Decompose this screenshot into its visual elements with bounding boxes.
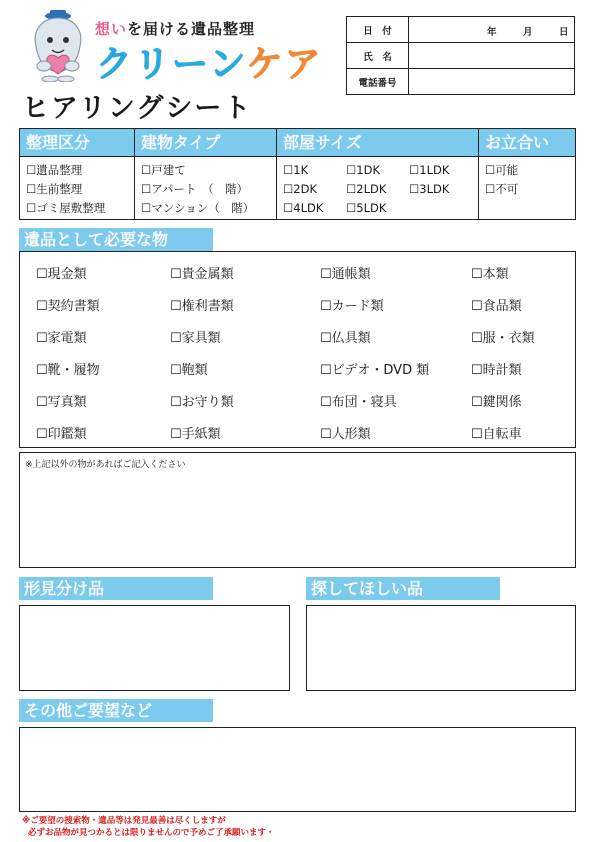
item-checkbox[interactable]: ☐通帳類 xyxy=(320,267,371,282)
other-items-field[interactable] xyxy=(19,452,576,568)
month-label: 月 xyxy=(523,27,533,38)
item-checkbox[interactable]: ☐貴金属類 xyxy=(170,267,234,282)
option-seizen-seiri[interactable]: ☐生前整理 xyxy=(26,182,83,196)
option-possible[interactable]: ☐可能 xyxy=(485,163,519,177)
building-column xyxy=(135,129,277,219)
item-checkbox[interactable]: ☐家具類 xyxy=(170,331,221,346)
item-checkbox[interactable]: ☐お守り類 xyxy=(170,395,234,410)
year-label: 年 xyxy=(487,27,497,38)
disclaimer-line-1: ※ご要望の捜索物・遺品等は発見最善は尽くしますが xyxy=(22,816,226,826)
name-label: 氏 名 xyxy=(347,43,409,68)
item-checkbox[interactable]: ☐服・衣類 xyxy=(471,331,535,346)
info-row-name xyxy=(347,43,574,69)
option-1k[interactable]: ☐1K xyxy=(283,163,309,177)
option-isan-seiri[interactable]: ☐遺品整理 xyxy=(26,163,83,177)
item-checkbox[interactable]: ☐家電類 xyxy=(36,331,87,346)
item-checkbox[interactable]: ☐鞄類 xyxy=(170,363,208,378)
option-not-possible[interactable]: ☐不可 xyxy=(485,182,519,196)
item-checkbox[interactable]: ☐仏具類 xyxy=(320,331,371,346)
item-checkbox[interactable]: ☐印鑑類 xyxy=(36,427,87,442)
option-2ldk[interactable]: ☐2LDK xyxy=(346,182,387,196)
brand-tagline-rest: を届ける遺品整理 xyxy=(127,20,256,38)
info-row-date xyxy=(347,17,574,43)
option-mansion[interactable]: ☐マンション（ 階） xyxy=(141,201,255,215)
option-5ldk[interactable]: ☐5LDK xyxy=(346,201,387,215)
option-gomi-yashiki[interactable]: ☐ゴミ屋敷整理 xyxy=(26,201,106,215)
other-items-note: ※上記以外の物があればご記入ください xyxy=(25,460,186,470)
item-checkbox[interactable]: ☐靴・履物 xyxy=(36,363,100,378)
item-checkbox[interactable]: ☐権利書類 xyxy=(170,299,234,314)
keepsakes-heading: 形見分け品 xyxy=(19,577,213,600)
date-field[interactable] xyxy=(409,17,574,42)
brand-name-part-b: ケア xyxy=(246,44,323,85)
needed-items-box xyxy=(19,251,576,448)
option-apartment[interactable]: ☐アパート （ 階） xyxy=(141,182,249,196)
building-heading: 建物タイプ xyxy=(135,129,276,157)
item-checkbox[interactable]: ☐ビデオ・DVD 類 xyxy=(320,363,430,378)
brand-name-part-a: クリーン xyxy=(96,44,247,85)
needed-items-heading: 遺品として必要な物 xyxy=(19,228,213,251)
search-items-heading: 探してほしい品 xyxy=(306,577,500,600)
phone-label: 電話番号 xyxy=(347,69,409,95)
item-checkbox[interactable]: ☐自転車 xyxy=(471,427,522,442)
brand-name xyxy=(96,36,323,87)
work-type-column xyxy=(20,129,135,219)
item-checkbox[interactable]: ☐鍵関係 xyxy=(471,395,522,410)
name-field[interactable] xyxy=(409,43,574,68)
option-1dk[interactable]: ☐1DK xyxy=(346,163,381,177)
info-table xyxy=(346,16,575,95)
info-row-phone xyxy=(347,69,574,95)
disclaimer-note xyxy=(22,815,275,839)
keepsakes-field[interactable] xyxy=(19,605,290,691)
option-4ldk[interactable]: ☐4LDK xyxy=(283,201,324,215)
item-checkbox[interactable]: ☐布団・寝具 xyxy=(320,395,397,410)
room-size-heading: 部屋サイズ xyxy=(277,129,478,157)
option-3ldk[interactable]: ☐3LDK xyxy=(409,182,450,196)
date-label: 日 付 xyxy=(347,17,409,42)
brand-tagline-highlight: 想い xyxy=(95,20,128,38)
attendance-heading: お立合い xyxy=(479,129,575,157)
disclaimer-line-2: 必ずお品物が見つかるとは限りませんので予めご了承願います・ xyxy=(28,828,275,838)
search-items-field[interactable] xyxy=(306,605,576,691)
room-size-column xyxy=(277,129,479,219)
item-checkbox[interactable]: ☐人形類 xyxy=(320,427,371,442)
requests-field[interactable] xyxy=(19,727,576,812)
day-label: 日 xyxy=(559,27,569,38)
option-2dk[interactable]: ☐2DK xyxy=(283,182,318,196)
item-checkbox[interactable]: ☐現金類 xyxy=(36,267,87,282)
requests-heading: その他ご要望など xyxy=(19,699,213,722)
item-checkbox[interactable]: ☐手紙類 xyxy=(170,427,221,442)
item-checkbox[interactable]: ☐食品類 xyxy=(471,299,522,314)
item-checkbox[interactable]: ☐契約書類 xyxy=(36,299,100,314)
mascot-logo-icon xyxy=(26,10,90,82)
option-1ldk[interactable]: ☐1LDK xyxy=(409,163,450,177)
page-title: ヒアリングシート xyxy=(22,93,253,124)
option-detached-house[interactable]: ☐戸建て xyxy=(141,163,186,177)
phone-field[interactable] xyxy=(409,69,574,95)
category-table xyxy=(19,128,576,220)
item-checkbox[interactable]: ☐カード類 xyxy=(320,299,384,314)
attendance-column xyxy=(479,129,575,219)
item-checkbox[interactable]: ☐本類 xyxy=(471,267,509,282)
item-checkbox[interactable]: ☐写真類 xyxy=(36,395,87,410)
work-type-heading: 整理区分 xyxy=(20,129,134,157)
item-checkbox[interactable]: ☐時計類 xyxy=(471,363,522,378)
